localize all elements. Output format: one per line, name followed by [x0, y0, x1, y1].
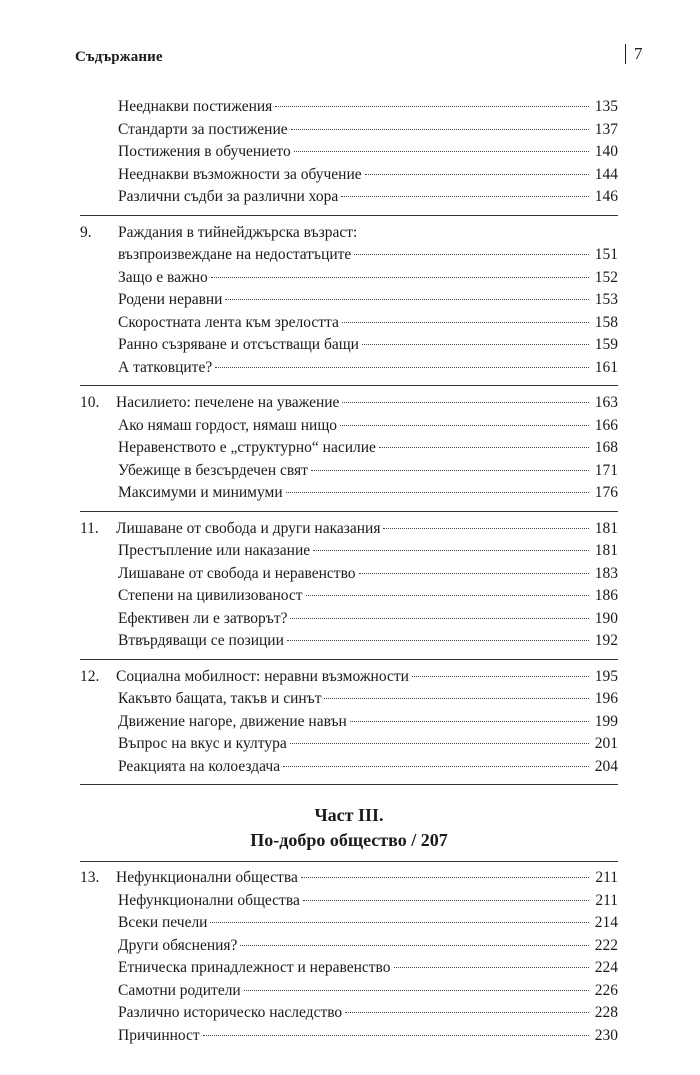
chapter-heading[interactable] [80, 222, 618, 245]
chapter-title-line1: Раждания в тийнейджърска възраст: [118, 223, 358, 241]
toc-entry[interactable] [80, 711, 618, 734]
leader-dots [275, 105, 589, 107]
toc-entry[interactable] [80, 688, 618, 711]
chapter-heading[interactable] [80, 392, 618, 415]
part-heading [80, 803, 618, 853]
entry-page: 196 [594, 690, 618, 707]
entry-title: Реакцията на колоездача [118, 757, 281, 775]
leader-dots [342, 401, 589, 403]
entry-page: 152 [594, 268, 618, 286]
chapter-number: 10. [80, 394, 100, 411]
entry-title: Родени неравни [118, 291, 223, 308]
table-of-contents [80, 96, 618, 1059]
entry-title: Нееднакви постижения [118, 98, 273, 115]
chapter-title: Лишаване от свобода и други наказания [116, 519, 381, 537]
entry-title: Въпрос на вкус и култура [118, 735, 287, 752]
entry-title: Защо е важно [118, 268, 208, 286]
leader-dots [301, 876, 589, 878]
toc-entry[interactable] [80, 912, 618, 935]
entry-page: 204 [594, 757, 618, 775]
toc-entry[interactable] [80, 312, 618, 335]
entry-title: Неравенството е „структурно“ насилие [118, 439, 376, 456]
chapter-number: 13. [80, 869, 100, 886]
entry-title: Втвърдяващи се позиции [118, 632, 284, 649]
chapter-title: Социална мобилност: неравни възможности [116, 667, 409, 685]
part-subtitle: По-добро общество / 207 [250, 830, 448, 850]
leader-dots [290, 617, 589, 619]
leader-dots [354, 253, 589, 255]
toc-entry[interactable] [80, 563, 618, 586]
entry-title: Причинност [118, 1026, 200, 1044]
leader-dots [286, 491, 589, 493]
chapter-title: Насилието: печелене на уважение [116, 394, 340, 411]
leader-dots [294, 150, 589, 152]
toc-entry[interactable] [80, 630, 618, 653]
leader-dots [283, 765, 589, 767]
entry-page: 146 [594, 188, 618, 205]
leader-dots [313, 549, 589, 551]
leader-dots [394, 966, 590, 968]
leader-dots [203, 1034, 589, 1036]
entry-page: 226 [594, 981, 618, 999]
toc-entry[interactable] [80, 96, 618, 119]
leader-dots [342, 321, 589, 323]
entry-page: 186 [594, 587, 618, 604]
toc-entry[interactable] [80, 733, 618, 756]
part-title: Част III. [314, 805, 384, 825]
entry-title: Постижения в обучението [118, 143, 291, 160]
toc-group [80, 222, 618, 387]
toc-entry[interactable] [80, 415, 618, 438]
entry-page: 224 [594, 959, 618, 976]
entry-page: 168 [594, 439, 618, 456]
toc-entry[interactable] [80, 267, 618, 290]
entry-page: 181 [594, 542, 618, 559]
entry-title: Убежище в безсърдечен свят [118, 461, 308, 479]
entry-page: 140 [594, 143, 618, 160]
entry-page: 201 [594, 735, 618, 752]
chapter-title-line2: възпроизвеждане на недостатъците [118, 246, 352, 263]
entry-page: 190 [594, 609, 618, 627]
toc-group [80, 392, 618, 512]
chapter-heading[interactable] [80, 867, 618, 890]
toc-entry[interactable] [80, 289, 618, 312]
leader-dots [359, 572, 589, 574]
entry-title: Какъвто бащата, такъв и синът [118, 690, 322, 707]
leader-dots [240, 944, 589, 946]
toc-entry[interactable] [80, 608, 618, 631]
toc-entry[interactable] [80, 1002, 618, 1025]
entry-title: Нееднакви възможности за обучение [118, 165, 362, 183]
entry-page: 183 [594, 564, 618, 582]
toc-group [80, 96, 618, 216]
entry-title: Различно историческо наследство [118, 1004, 343, 1021]
chapter-page: 211 [595, 869, 618, 886]
running-head: Съдържание [75, 49, 163, 65]
toc-entry[interactable] [80, 935, 618, 958]
chapter-page: 195 [594, 667, 618, 685]
entry-page: 228 [594, 1004, 618, 1021]
toc-group [80, 666, 618, 786]
toc-entry[interactable] [80, 540, 618, 563]
chapter-heading[interactable] [80, 666, 618, 689]
entry-title: Скоростната лента към зрелостта [118, 313, 339, 331]
leader-dots [350, 720, 589, 722]
entry-title: Стандарти за постижение [118, 120, 288, 138]
entry-page: 230 [594, 1026, 618, 1044]
toc-group [80, 861, 618, 1053]
entry-page: 214 [594, 914, 618, 931]
entry-page: 153 [594, 291, 618, 308]
entry-page: 135 [594, 98, 618, 115]
entry-title: Лишаване от свобода и неравенство [118, 564, 356, 582]
entry-title: Различни съдби за различни хора [118, 188, 339, 205]
entry-page: 137 [594, 120, 618, 138]
chapter-title: Нефункционални общества [116, 869, 298, 886]
entry-page: 211 [595, 891, 618, 909]
chapter-number: 12. [80, 667, 100, 685]
toc-group [80, 518, 618, 660]
chapter-number: 11. [80, 519, 99, 537]
toc-entry[interactable] [80, 334, 618, 357]
leader-dots [383, 527, 589, 529]
chapter-page: 181 [594, 519, 618, 537]
toc-entry[interactable] [80, 890, 618, 913]
entry-title: Всеки печели [118, 914, 208, 931]
entry-title: А татковците? [118, 358, 213, 376]
leader-dots [362, 343, 589, 345]
toc-entry[interactable] [80, 482, 618, 505]
entry-page: 158 [594, 313, 618, 331]
toc-entry[interactable] [80, 585, 618, 608]
leader-dots [215, 366, 589, 368]
entry-title: Ефективен ли е затворът? [118, 609, 288, 627]
entry-title: Други обяснения? [118, 936, 238, 954]
page-number: 7 [625, 44, 643, 64]
chapter-page: 151 [594, 246, 618, 263]
entry-page: 144 [594, 165, 618, 183]
toc-entry[interactable] [80, 164, 618, 187]
leader-dots [311, 469, 589, 471]
leader-dots [324, 697, 589, 699]
leader-dots [379, 446, 589, 448]
entry-title: Максимуми и минимуми [118, 484, 283, 501]
entry-page: 171 [594, 461, 618, 479]
entry-title: Етническа принадлежност и неравенство [118, 959, 391, 976]
leader-dots [290, 742, 589, 744]
entry-page: 159 [594, 336, 618, 353]
toc-entry[interactable] [80, 437, 618, 460]
toc-entry[interactable] [80, 756, 618, 779]
chapter-page: 163 [594, 394, 618, 411]
toc-entry[interactable] [80, 141, 618, 164]
leader-dots [244, 989, 589, 991]
toc-entry[interactable] [80, 357, 618, 380]
entry-page: 222 [594, 936, 618, 954]
entry-page: 161 [594, 358, 618, 376]
entry-title: Движение нагоре, движение навън [118, 712, 347, 730]
entry-page: 166 [594, 416, 618, 434]
leader-dots [412, 675, 589, 677]
leader-dots [225, 298, 589, 300]
leader-dots [287, 639, 589, 641]
toc-entry[interactable] [80, 119, 618, 142]
leader-dots [210, 921, 589, 923]
leader-dots [345, 1011, 589, 1013]
toc-entry[interactable] [80, 186, 618, 209]
entry-title: Самотни родители [118, 981, 241, 999]
leader-dots [211, 276, 589, 278]
leader-dots [291, 128, 589, 130]
leader-dots [306, 594, 589, 596]
toc-entry[interactable] [80, 957, 618, 980]
entry-title: Степени на цивилизованост [118, 587, 303, 604]
entry-title: Престъпление или наказание [118, 542, 311, 559]
toc-entry[interactable] [80, 1025, 618, 1048]
leader-dots [340, 424, 589, 426]
leader-dots [365, 173, 589, 175]
entry-title: Ако нямаш гордост, нямаш нищо [118, 416, 337, 434]
toc-entry[interactable] [80, 460, 618, 483]
chapter-heading-continued[interactable] [80, 244, 618, 267]
entry-page: 192 [594, 632, 618, 649]
leader-dots [341, 195, 589, 197]
chapter-heading[interactable] [80, 518, 618, 541]
entry-title: Ранно съзряване и отсъстващи бащи [118, 336, 359, 353]
leader-dots [303, 899, 589, 901]
entry-page: 176 [594, 484, 618, 501]
entry-title: Нефункционални общества [118, 891, 300, 909]
chapter-number: 9. [80, 223, 92, 241]
entry-page: 199 [594, 712, 618, 730]
toc-entry[interactable] [80, 980, 618, 1003]
